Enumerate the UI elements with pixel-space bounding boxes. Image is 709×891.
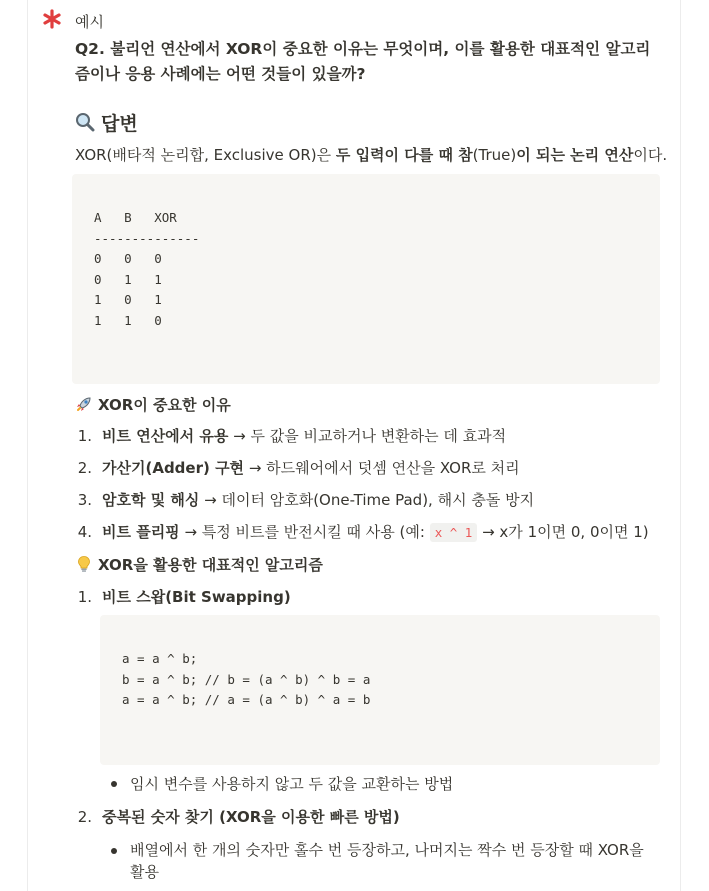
list-item: [102, 806, 400, 828]
algorithms-heading: [75, 554, 323, 575]
bullet-item: 임시 변수를 사용하지 않고 두 값을 교환하는 방법: [130, 775, 454, 793]
callout-label: 예시: [75, 13, 104, 31]
list-number: 2.: [77, 808, 92, 826]
list-number: 4.: [77, 523, 92, 541]
intro-text: 이다.: [633, 146, 668, 164]
list-item-bold: (Bit Swapping): [165, 588, 291, 606]
list-number: 1.: [77, 588, 92, 606]
lightbulb-icon: [75, 555, 93, 573]
list-item-text: → x가 1이면 0, 0이면 1): [477, 523, 649, 541]
question-text: Q2. 불리언 연산에서 XOR이 중요한 이유는 무엇이며, 이를 활용한 대표적인 알고리즘이나 응용 사례에는 어떤 것들이 있을까?: [75, 40, 651, 83]
bullet-item-continuation: 활용: [130, 863, 159, 881]
list-item-bold: 가산기: [102, 459, 146, 477]
list-item-bold: 중복된 숫자 찾기: [102, 808, 214, 826]
page-border-left: [27, 0, 28, 891]
list-item-text: → 두 값을 비교하거나 변환하는 데 효과적: [228, 427, 507, 445]
rocket-icon: [75, 395, 93, 413]
intro-text: (True): [472, 146, 517, 164]
swap-code-block[interactable]: [100, 615, 660, 765]
list-item-text: → 하드웨어에서 덧셈 연산을 XOR로 처리: [244, 459, 520, 477]
algorithms-heading-text: XOR을 활용한 대표적인 알고리즘: [98, 556, 323, 574]
bullet: [111, 848, 117, 854]
intro-text: XOR(배타적 논리합, Exclusive OR)은: [75, 146, 336, 164]
swap-code: a = a ^ b; b = a ^ b; // b = (a ^ b) ^ b = a a = a ^ b; // a = (a ^ b) ^ a = b: [122, 651, 371, 707]
asterisk-icon: [42, 9, 62, 29]
list-item-bold: (Adder) 구현: [145, 459, 245, 477]
list-item-bold: 암호학 및 해싱: [102, 491, 200, 509]
magnifier-icon: [75, 112, 95, 132]
list-number: 1.: [77, 427, 92, 445]
list-item-bold: (XOR을 이용한 빠른 방법): [213, 808, 400, 826]
intro-bold: 두 입력이 다를 때 참: [335, 146, 473, 164]
truth-table-code-block[interactable]: [72, 174, 660, 384]
list-number: 3.: [77, 491, 92, 509]
list-item: [102, 586, 291, 608]
truth-table-code: A B XOR -------------- 0 0 0 0 1 1 1 0 1 1 1 0: [94, 210, 200, 328]
importance-heading: [75, 394, 231, 415]
bullet-item: 배열에서 한 개의 숫자만 홀수 번 등장하고, 나머지는 짝수 번 등장할 때 XOR을: [130, 841, 644, 859]
list-item: [102, 457, 520, 479]
list-item: [102, 521, 649, 544]
answer-heading-text: 답변: [101, 113, 138, 135]
list-item: [102, 489, 534, 511]
answer-heading: [75, 109, 138, 136]
bullet: [111, 781, 117, 787]
list-item-bold: 비트 플리핑: [102, 523, 180, 541]
list-item-bold: 비트 연산에서 유용: [102, 427, 229, 445]
list-item: [102, 425, 506, 447]
list-item-text: → 데이터 암호화(One-Time Pad), 해시 충돌 방지: [199, 491, 535, 509]
page-border-right: [680, 0, 681, 891]
list-item-text: → 특정 비트를 반전시킬 때 사용 (예:: [179, 523, 430, 541]
intro-paragraph: [75, 144, 675, 166]
list-item-bold: 비트 스왑: [102, 588, 166, 606]
inline-code: x ^ 1: [430, 523, 478, 542]
intro-bold: 이 되는 논리 연산: [516, 146, 634, 164]
importance-heading-text: XOR이 중요한 이유: [98, 396, 231, 414]
list-number: 2.: [77, 459, 92, 477]
